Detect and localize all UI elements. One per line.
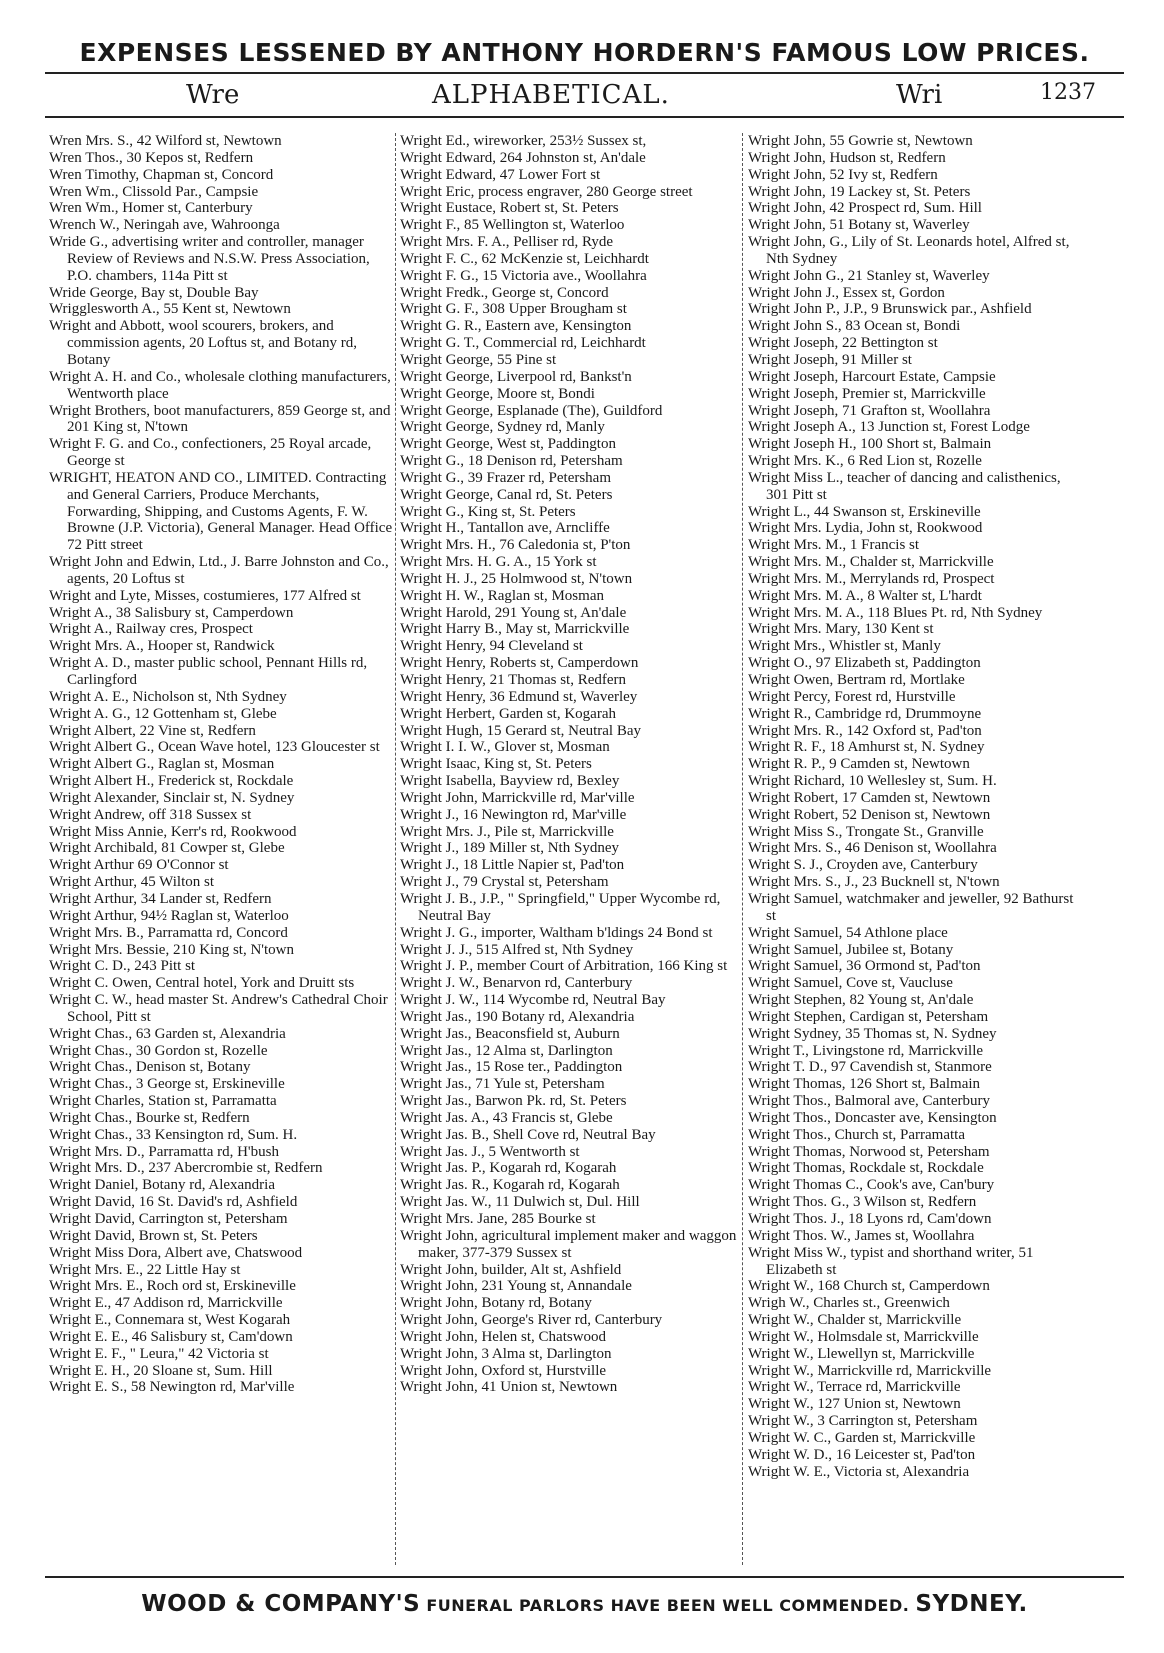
directory-entry: Wright Miss S., Trongate St., Granville [748, 823, 984, 840]
directory-entry: Wright Robert, 52 Denison st, Newtown [748, 806, 991, 823]
directory-entry: Wright W. C., Garden st, Marrickville [748, 1429, 976, 1446]
directory-entry: Wright Chas., 63 Garden st, Alexandria [49, 1025, 286, 1042]
directory-entry: Wride George, Bay st, Double Bay [49, 284, 259, 301]
directory-entry: Wright E. F., " Leura," 42 Victoria st [49, 1345, 269, 1362]
directory-entry: Wright John J., Essex st, Gordon [748, 284, 945, 301]
directory-entry: Wright R. P., 9 Camden st, Newtown [748, 756, 970, 773]
directory-entry: Wright John, 52 Ivy st, Redfern [748, 166, 938, 183]
directory-entry: Wright John, 19 Lackey st, St. Peters [748, 183, 971, 200]
directory-entry: Wright Mrs. M. A., 118 Blues Pt. rd, Nth Sydney [748, 604, 1043, 621]
directory-entry: Wright Albert, 22 Vine st, Redfern [49, 722, 256, 739]
directory-entry: Wright George, Sydney rd, Manly [400, 419, 605, 436]
directory-entry: Wright David, 16 St. David's rd, Ashfield [49, 1194, 298, 1211]
directory-entry: Wright A., 38 Salisbury st, Camperdown [49, 604, 294, 621]
directory-entry: Wright T. D., 97 Cavendish st, Stanmore [748, 1059, 992, 1076]
directory-entry: Wright Mrs. R., 142 Oxford st, Pad'ton [748, 722, 982, 739]
directory-entry: Wright W., Holmsdale st, Marrickville [748, 1328, 979, 1345]
directory-entry: Wright Albert G., Raglan st, Mosman [49, 756, 275, 773]
directory-entry: Wright Joseph, 91 Miller st [748, 351, 912, 368]
directory-entry: Wright W., Marrickville rd, Marrickville [748, 1362, 992, 1379]
directory-entry: Wright Jas. J., 5 Wentworth st [400, 1143, 580, 1160]
directory-entry: Wright Thos., Doncaster ave, Kensington [748, 1109, 997, 1126]
directory-entry: Wright Samuel, Cove st, Vaucluse [748, 975, 953, 992]
directory-entry: Wright Mrs. A., Hooper st, Randwick [49, 638, 275, 655]
directory-entry: Wright A. D., master public school, Pennant Hills rd, Carlingford [49, 655, 368, 688]
directory-entry: Wright Stephen, 82 Young st, An'dale [748, 992, 974, 1009]
directory-entry: Wright G. R., Eastern ave, Kensington [400, 318, 632, 335]
top-rule [45, 72, 1124, 74]
directory-entry: Wright Miss Dora, Albert ave, Chatswood [49, 1244, 303, 1261]
directory-entry: Wright W. D., 16 Leicester st, Pad'ton [748, 1446, 976, 1463]
directory-entry: Wright Arthur, 45 Wilton st [49, 874, 214, 891]
directory-entry: Wright John, Marrickville rd, Mar'ville [400, 789, 635, 806]
directory-entry: Wright Miss L., teacher of dancing and calisthenics, 301 Pitt st [748, 469, 1061, 503]
directory-entry: Wright J., 16 Newington rd, Mar'ville [400, 806, 627, 823]
directory-entry: Wright Miss W., typist and shorthand writer, 51 Elizabeth st [748, 1244, 1034, 1278]
directory-entry: Wright Mrs. F. A., Pelliser rd, Ryde [400, 234, 614, 251]
directory-entry: Wright A. G., 12 Gottenham st, Glebe [49, 705, 277, 722]
directory-entry: Wright David, Brown st, St. Peters [49, 1227, 258, 1244]
directory-entry: Wren Wm., Clissold Par., Campsie [49, 183, 259, 200]
directory-entry: Wright Jas., 71 Yule st, Petersham [400, 1076, 605, 1093]
directory-entry: Wright John, G., Lily of St. Leonards hotel, Alfred st, Nth Sydney [748, 234, 1070, 267]
directory-entry: Wright Richard, 10 Wellesley st, Sum. H. [748, 773, 997, 790]
directory-entry: Wright Ed., wireworker, 253½ Sussex st, [400, 133, 647, 149]
directory-entry: Wright Thomas, 126 Short st, Balmain [748, 1076, 981, 1093]
directory-entry: Wright Eustace, Robert st, St. Peters [400, 200, 619, 217]
top-advertisement-banner: EXPENSES LESSENED BY ANTHONY HORDERN'S FAMOUS LOW PRICES. [79, 38, 1090, 67]
directory-entry: Wright L., 44 Swanson st, Erskineville [748, 503, 981, 520]
directory-entry: Wright John, Helen st, Chatswood [400, 1328, 607, 1345]
directory-entry: Wrench W., Neringah ave, Wahroonga [49, 217, 280, 234]
directory-entry: Wright Owen, Bertram rd, Mortlake [748, 672, 965, 688]
directory-entry: Wright F. G. and Co., confectioners, 25 Royal arcade, George st [49, 436, 372, 470]
directory-entry: Wright W., 168 Church st, Camperdown [748, 1278, 990, 1295]
directory-column-2 [400, 133, 738, 1396]
directory-entry: Wright Mrs. Lydia, John st, Rookwood [748, 520, 983, 537]
directory-entry: Wright I. I. W., Glover st, Mosman [400, 739, 610, 756]
directory-entry: Wright Samuel, 36 Ormond st, Pad'ton [748, 958, 981, 975]
directory-entry: Wright R. F., 18 Amhurst st, N. Sydney [748, 739, 985, 756]
directory-entry: Wright Samuel, watchmaker and jeweller, 92 Bathurst st [748, 890, 1074, 924]
directory-entry: Wright Percy, Forest rd, Hurstville [748, 688, 956, 705]
directory-entry: Wright J. W., 114 Wycombe rd, Neutral Bay [400, 992, 666, 1009]
column-divider [742, 133, 743, 1565]
directory-entry: Wright R., Cambridge rd, Drummoyne [748, 705, 982, 722]
directory-entry: Wright Jas. P., Kogarah rd, Kogarah [400, 1160, 617, 1177]
directory-entry: Wright Mrs. M., Chalder st, Marrickville [748, 554, 994, 571]
directory-entry: Wright Thomas, Rockdale st, Rockdale [748, 1160, 984, 1177]
directory-entry: Wright Jas., 12 Alma st, Darlington [400, 1042, 613, 1059]
directory-entry: Wright Samuel, 54 Athlone place [748, 924, 948, 941]
directory-entry: Wright John, 55 Gowrie st, Newtown [748, 133, 973, 149]
bottom-advertisement-banner [45, 1591, 1124, 1617]
directory-column-3 [748, 133, 1084, 1481]
directory-entry: Wright Thos. W., James st, Woollahra [748, 1227, 975, 1244]
directory-entry: Wright W., Llewellyn st, Marrickville [748, 1345, 975, 1362]
directory-entry: Wright Edward, 47 Lower Fort st [400, 166, 601, 183]
directory-entry: Wright Henry, 94 Cleveland st [400, 638, 583, 655]
directory-entry: Wright John, 3 Alma st, Darlington [400, 1345, 612, 1362]
directory-entry: Wrigh W., Charles st., Greenwich [748, 1295, 950, 1312]
directory-entry: Wright Isabella, Bayview rd, Bexley [400, 773, 620, 790]
directory-entry: Wright Mrs. S., J., 23 Bucknell st, N'town [748, 874, 1000, 891]
directory-entry: Wright Andrew, off 318 Sussex st [49, 806, 252, 823]
directory-entry: Wright Mrs. H. G. A., 15 York st [400, 554, 597, 571]
directory-entry: Wright E., Connemara st, West Kogarah [49, 1312, 291, 1329]
header-left-guide-word: Wre [186, 80, 240, 110]
directory-entry: Wright and Abbott, wool scourers, brokers, and commission agents, 20 Loftus st, and Botany rd, Botany [49, 318, 357, 368]
directory-entry: Wright Miss Annie, Kerr's rd, Rookwood [49, 823, 297, 840]
directory-entry: Wright Hugh, 15 Gerard st, Neutral Bay [400, 722, 642, 739]
directory-entry: Wright John, 42 Prospect rd, Sum. Hill [748, 200, 982, 217]
directory-entry: Wright W. E., Victoria st, Alexandria [748, 1463, 970, 1480]
directory-entry: Wright Mrs. Jane, 285 Bourke st [400, 1211, 596, 1227]
directory-entry: Wright Arthur 69 O'Connor st [49, 857, 229, 874]
directory-entry: Wright Mrs. D., Parramatta rd, H'bush [49, 1143, 279, 1160]
directory-entry: Wright Jas. A., 43 Francis st, Glebe [400, 1109, 613, 1126]
directory-entry: Wright Mrs. M., 1 Francis st [748, 537, 920, 554]
directory-entry: Wright Mrs. E., Roch ord st, Erskineville [49, 1278, 296, 1295]
directory-entry: Wright G. T., Commercial rd, Leichhardt [400, 335, 646, 352]
directory-entry: Wright Albert G., Ocean Wave hotel, 123 Gloucester st [49, 739, 380, 756]
directory-entry: Wright David, Carrington st, Petersham [49, 1211, 288, 1227]
directory-entry: Wright Mrs. D., 237 Abercrombie st, Redfern [49, 1160, 323, 1177]
directory-entry: Wright Thomas C., Cook's ave, Can'bury [748, 1177, 995, 1194]
directory-entry: Wright S. J., Croyden ave, Canterbury [748, 857, 978, 874]
directory-entry: Wright Mrs. J., Pile st, Marrickville [400, 823, 614, 840]
directory-entry: Wright G., 39 Frazer rd, Petersham [400, 469, 612, 486]
directory-entry: Wright Mrs. H., 76 Caledonia st, P'ton [400, 537, 631, 554]
directory-entry: Wright A. H. and Co., wholesale clothing manufacturers, Wentworth place [49, 368, 391, 402]
directory-entry: Wright J., 79 Crystal st, Petersham [400, 874, 609, 891]
directory-entry: Wright Joseph, 22 Bettington st [748, 335, 938, 352]
directory-entry: Wright Mrs. E., 22 Little Hay st [49, 1261, 241, 1278]
directory-entry: Wright Mrs. S., 46 Denison st, Woollahra [748, 840, 997, 857]
directory-entry: Wrigglesworth A., 55 Kent st, Newtown [49, 301, 291, 318]
directory-entry: Wright H. W., Raglan st, Mosman [400, 587, 604, 604]
directory-entry: Wright George, Moore st, Bondi [400, 385, 595, 402]
directory-entry: Wright Edward, 264 Johnston st, An'dale [400, 149, 646, 166]
directory-entry: Wright Fredk., George st, Concord [400, 284, 609, 301]
directory-entry: Wright Jas. B., Shell Cove rd, Neutral Bay [400, 1126, 656, 1143]
directory-entry: Wright Alexander, Sinclair st, N. Sydney [49, 789, 295, 806]
directory-entry: WRIGHT, HEATON AND CO., LIMITED. Contracting and General Carriers, Produce Merchants, Forwarding, Shipping, and Customs Agents, F. W. Browne (J.P. Victoria), General Manager. Head Office 72 Pitt street [49, 469, 393, 554]
directory-entry: Wren Thos., 30 Kepos st, Redfern [49, 149, 254, 166]
bottom-rule [45, 1576, 1124, 1578]
directory-entry: Wright John, 41 Union st, Newtown [400, 1379, 618, 1396]
directory-entry: Wright and Lyte, Misses, costumieres, 177 Alfred st [49, 587, 361, 604]
directory-entry: Wright Arthur, 94½ Raglan st, Waterloo [49, 907, 289, 924]
directory-entry: Wright T., Livingstone rd, Marrickville [748, 1042, 984, 1059]
bottom-banner-company: WOOD & COMPANY'S [141, 1591, 421, 1617]
directory-entry: Wright H., Tantallon ave, Arncliffe [400, 520, 610, 537]
directory-entry: Wright A. E., Nicholson st, Nth Sydney [49, 688, 287, 705]
directory-entry: Wright E. S., 58 Newington rd, Mar'ville [49, 1379, 295, 1396]
directory-entry: Wren Timothy, Chapman st, Concord [49, 166, 274, 183]
directory-entry: Wright C. W., head master St. Andrew's Cathedral Choir School, Pitt st [49, 992, 388, 1025]
directory-entry: Wright E. H., 20 Sloane st, Sum. Hill [49, 1362, 273, 1379]
directory-entry: Wright John, builder, Alt st, Ashfield [400, 1261, 622, 1278]
directory-entry: Wright F. C., 62 McKenzie st, Leichhardt [400, 250, 649, 267]
directory-entry: Wright Mrs. Mary, 130 Kent st [748, 621, 934, 638]
directory-entry: Wright Jas. W., 11 Dulwich st, Dul. Hill [400, 1194, 640, 1211]
directory-entry: Wright John G., 21 Stanley st, Waverley [748, 267, 990, 284]
directory-entry: Wright Sydney, 35 Thomas st, N. Sydney [748, 1025, 997, 1042]
directory-entry: Wright J. B., J.P., " Springfield," Upper Wycombe rd, Neutral Bay [400, 890, 721, 924]
directory-entry: Wright John, 231 Young st, Annandale [400, 1278, 632, 1295]
directory-entry: Wright H. J., 25 Holmwood st, N'town [400, 570, 633, 587]
directory-entry: Wright W., Terrace rd, Marrickville [748, 1379, 961, 1396]
directory-entry: Wright Arthur, 34 Lander st, Redfern [49, 890, 272, 907]
directory-entry: Wright Charles, Station st, Parramatta [49, 1093, 277, 1110]
directory-entry: Wright Joseph, Premier st, Marrickville [748, 385, 986, 402]
directory-entry: Wright O., 97 Elizabeth st, Paddington [748, 655, 981, 672]
directory-entry: Wright J., 18 Little Napier st, Pad'ton [400, 857, 625, 874]
directory-entry: Wren Wm., Homer st, Canterbury [49, 200, 253, 217]
directory-entry: Wright Albert H., Frederick st, Rockdale [49, 773, 294, 790]
directory-entry: Wright Samuel, Jubilee st, Botany [748, 941, 954, 958]
directory-entry: Wright John S., 83 Ocean st, Bondi [748, 318, 961, 335]
directory-entry: Wright John and Edwin, Ltd., J. Barre Johnston and Co., agents, 20 Loftus st [49, 554, 389, 587]
directory-entry: Wright Mrs. M., Merrylands rd, Prospect [748, 570, 995, 587]
directory-entry: Wright J., 189 Miller st, Nth Sydney [400, 840, 619, 857]
directory-entry: Wride G., advertising writer and controller, manager Review of Reviews and N.S.W. Press Association, P.O. chambers, 114a Pitt st [49, 234, 370, 284]
directory-entry: Wright Thos., Balmoral ave, Canterbury [748, 1093, 990, 1110]
directory-entry: Wright John, Botany rd, Botany [400, 1295, 592, 1312]
directory-column-1 [49, 133, 393, 1396]
directory-entry: Wright Joseph, Harcourt Estate, Campsie [748, 368, 996, 385]
directory-entry: Wright F. G., 15 Victoria ave., Woollahra [400, 267, 647, 284]
directory-entry: Wright Mrs. M. A., 8 Walter st, L'hardt [748, 587, 982, 604]
directory-entry: Wright Jas., 190 Botany rd, Alexandria [400, 1008, 635, 1025]
directory-entry: Wright Henry, 36 Edmund st, Waverley [400, 688, 638, 705]
directory-entry: Wright Daniel, Botany rd, Alexandria [49, 1177, 276, 1194]
directory-entry: Wright Brothers, boot manufacturers, 859 George st, and 201 King st, N'town [49, 402, 391, 436]
directory-entry: Wright C. Owen, Central hotel, York and Druitt sts [49, 975, 355, 992]
header-section-title: ALPHABETICAL. [432, 80, 670, 110]
directory-entry: Wright John, agricultural implement maker and waggon maker, 377-379 Sussex st [400, 1227, 737, 1261]
directory-entry: Wright G., King st, St. Peters [400, 503, 576, 520]
directory-entry: Wright Thomas, Norwood st, Petersham [748, 1143, 990, 1160]
directory-entry: Wright Chas., 33 Kensington rd, Sum. H. [49, 1126, 298, 1143]
directory-entry: Wright Herbert, Garden st, Kogarah [400, 705, 616, 722]
directory-entry: Wright W., 3 Carrington st, Petersham [748, 1413, 978, 1430]
directory-entry: Wright Joseph, 71 Grafton st, Woollahra [748, 402, 991, 419]
directory-entry: Wright John, George's River rd, Canterbury [400, 1312, 663, 1329]
directory-entry: Wright J. G., importer, Waltham b'ldings 24 Bond st [400, 924, 713, 941]
directory-entry: Wright John, 51 Botany st, Waverley [748, 217, 970, 234]
directory-entry: Wright John P., J.P., 9 Brunswick par., Ashfield [748, 301, 1032, 318]
directory-entry: Wright Mrs. B., Parramatta rd, Concord [49, 924, 288, 941]
directory-entry: Wright Harry B., May st, Marrickville [400, 621, 630, 638]
directory-entry: Wright John, Hudson st, Redfern [748, 149, 946, 166]
directory-entry: Wren Mrs. S., 42 Wilford st, Newtown [49, 133, 282, 149]
directory-entry: Wright George, West st, Paddington [400, 436, 616, 453]
directory-entry: Wright Chas., 3 George st, Erskineville [49, 1076, 285, 1093]
directory-entry: Wright Mrs. Bessie, 210 King st, N'town [49, 941, 295, 958]
directory-entry: Wright Isaac, King st, St. Peters [400, 756, 592, 773]
directory-entry: Wright Thos. G., 3 Wilson st, Redfern [748, 1194, 977, 1211]
directory-entry: Wright Robert, 17 Camden st, Newtown [748, 789, 991, 806]
directory-entry: Wright Jas., 15 Rose ter., Paddington [400, 1059, 623, 1076]
header-rule [45, 116, 1124, 118]
directory-entry: Wright E. E., 46 Salisbury st, Cam'down [49, 1328, 293, 1345]
directory-entry: Wright George, Esplanade (The), Guildford [400, 402, 663, 419]
directory-entry: Wright Jas., Beaconsfield st, Auburn [400, 1025, 620, 1042]
page-number: 1237 [1040, 80, 1096, 105]
directory-entry: Wright J. J., 515 Alfred st, Nth Sydney [400, 941, 634, 958]
directory-entry: Wright Mrs., Whistler st, Manly [748, 638, 941, 655]
directory-entry: Wright Chas., Denison st, Botany [49, 1059, 251, 1076]
directory-entry: Wright John, Oxford st, Hurstville [400, 1362, 607, 1379]
directory-entry: Wright G. F., 308 Upper Brougham st [400, 301, 627, 318]
directory-entry: Wright C. D., 243 Pitt st [49, 958, 196, 975]
directory-entry: Wright George, 55 Pine st [400, 351, 557, 368]
directory-entry: Wright J. P., member Court of Arbitration, 166 King st [400, 958, 728, 975]
bottom-banner-slogan: FUNERAL PARLORS HAVE BEEN WELL COMMENDED. [426, 1596, 910, 1615]
header-right-guide-word: Wri [896, 80, 943, 110]
directory-entry: Wright W., 127 Union st, Newtown [748, 1396, 961, 1413]
directory-entry: Wright Eric, process engraver, 280 George street [400, 183, 693, 200]
directory-entry: Wright Thos. J., 18 Lyons rd, Cam'down [748, 1211, 992, 1227]
directory-entry: Wright Joseph A., 13 Junction st, Forest Lodge [748, 419, 1030, 436]
directory-entry: Wright Jas. R., Kogarah rd, Kogarah [400, 1177, 620, 1194]
directory-entry: Wright A., Railway cres, Prospect [49, 621, 253, 638]
directory-entry: Wright Thos., Church st, Parramatta [748, 1126, 965, 1143]
directory-entry: Wright Jas., Barwon Pk. rd, St. Peters [400, 1093, 627, 1110]
directory-entry: Wright Stephen, Cardigan st, Petersham [748, 1008, 989, 1025]
directory-entry: Wright Chas., 30 Gordon st, Rozelle [49, 1042, 268, 1059]
directory-entry: Wright G., 18 Denison rd, Petersham [400, 453, 623, 470]
directory-entry: Wright Joseph H., 100 Short st, Balmain [748, 436, 992, 453]
directory-entry: Wright Henry, Roberts st, Camperdown [400, 655, 639, 672]
directory-entry: Wright George, Liverpool rd, Bankst'n [400, 368, 632, 385]
column-divider [395, 133, 396, 1565]
directory-entry: Wright Harold, 291 Young st, An'dale [400, 604, 627, 621]
directory-entry: Wright J. W., Benarvon rd, Canterbury [400, 975, 633, 992]
directory-entry: Wright Henry, 21 Thomas st, Redfern [400, 672, 627, 688]
bottom-banner-city: SYDNEY. [915, 1591, 1028, 1617]
directory-entry: Wright E., 47 Addison rd, Marrickville [49, 1295, 283, 1312]
directory-entry: Wright W., Chalder st, Marrickville [748, 1312, 962, 1329]
directory-entry: Wright Chas., Bourke st, Redfern [49, 1109, 250, 1126]
directory-entry: Wright George, Canal rd, St. Peters [400, 486, 613, 503]
directory-entry: Wright Archibald, 81 Cowper st, Glebe [49, 840, 285, 857]
directory-entry: Wright F., 85 Wellington st, Waterloo [400, 217, 625, 234]
directory-entry: Wright Mrs. K., 6 Red Lion st, Rozelle [748, 453, 982, 470]
